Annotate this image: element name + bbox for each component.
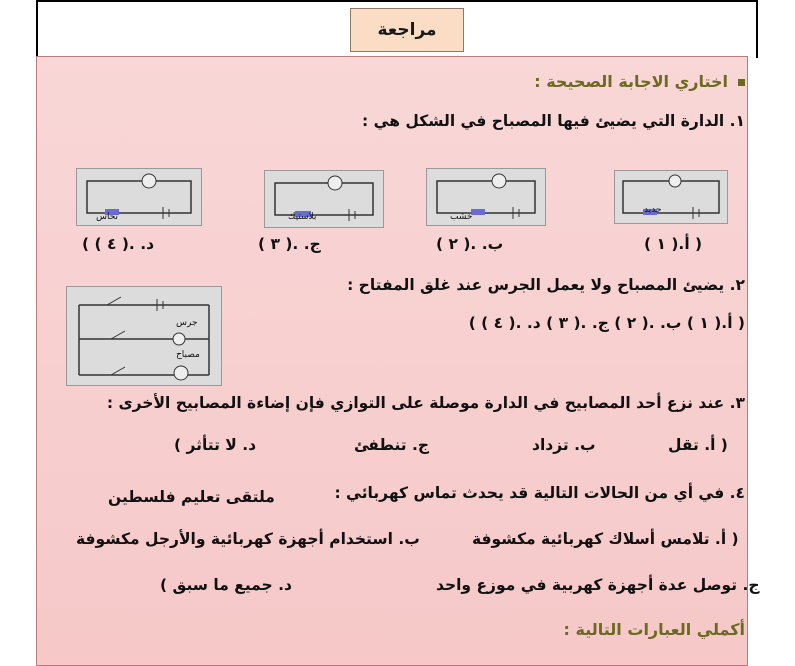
q1-circuit-image-2 [426, 168, 546, 226]
q1-image-4-label: نحاس [96, 212, 119, 222]
q4-option-b: ب. استخدام أجهزة كهربائية والأرجل مكشوفة [76, 530, 420, 548]
bullet-icon [738, 79, 745, 86]
q3-option-d: د. لا تتأثر ) [174, 436, 257, 454]
q1-circuit-image-4 [76, 168, 202, 226]
frame-top-border [36, 0, 758, 2]
q1-option-a: ( أ.( ١ ) [644, 235, 703, 253]
q1-image-1-label: حديد [644, 205, 662, 215]
q2-image-label-bell: جرس [176, 318, 198, 328]
instruction-text: اختاري الاجابة الصحيحة : [534, 72, 728, 91]
review-tab-title: مراجعة [350, 8, 464, 52]
q4-text: ٤. في أي من الحالات التالية قد يحدث تماس كهربائي : [334, 484, 745, 502]
q1-text: ١. الدارة التي يضيئ فيها المصباح في الشكل هي : [361, 112, 745, 130]
q2-image-label-lamp: مصباح [176, 350, 200, 360]
q1-image-3-label: بلاستيك [288, 212, 317, 222]
q1-image-2-label: خشب [450, 212, 473, 222]
q3-option-a: ( أ. تقل [668, 436, 728, 454]
q2-text: ٢. يضيئ المصباح ولا يعمل الجرس عند غلق المفتاح : [347, 276, 745, 294]
q4-option-a: ( أ. تلامس أسلاك كهربائية مكشوفة [472, 530, 739, 548]
instruction-line [534, 72, 745, 91]
frame-left-border [36, 0, 38, 58]
q2-circuit-image [66, 286, 222, 386]
watermark-text: ملتقى تعليم فلسطين [108, 488, 275, 506]
q1-option-c: ج. .( ٣ ) [258, 235, 321, 253]
q1-circuit-image-3 [264, 170, 384, 228]
q3-text: ٣. عند نزع أحد المصابيح في الدارة موصلة على التوازي فإن إضاءة المصابيح الأخرى : [106, 394, 745, 412]
q1-option-d: د. .( ٤ ) ) [82, 235, 155, 253]
q2-options: ( أ.( ١ ) ب. .( ٢ ) ج. .( ٣ ) د. .( ٤ ) ) [468, 314, 745, 332]
q1-circuit-image-1 [614, 170, 728, 224]
frame-right-border [756, 0, 758, 58]
q4-option-c: ج. توصل عدة أجهزة كهربية في موزع واحد [436, 576, 760, 594]
q3-option-b: ب. تزداد [532, 436, 596, 454]
q3-option-c: ج. تنطفئ [354, 436, 430, 454]
section2-title: أكملي العبارات التالية : [563, 620, 745, 639]
q4-option-d: د. جميع ما سبق ) [160, 576, 292, 594]
q1-option-b: ب. .( ٢ ) [436, 235, 504, 253]
